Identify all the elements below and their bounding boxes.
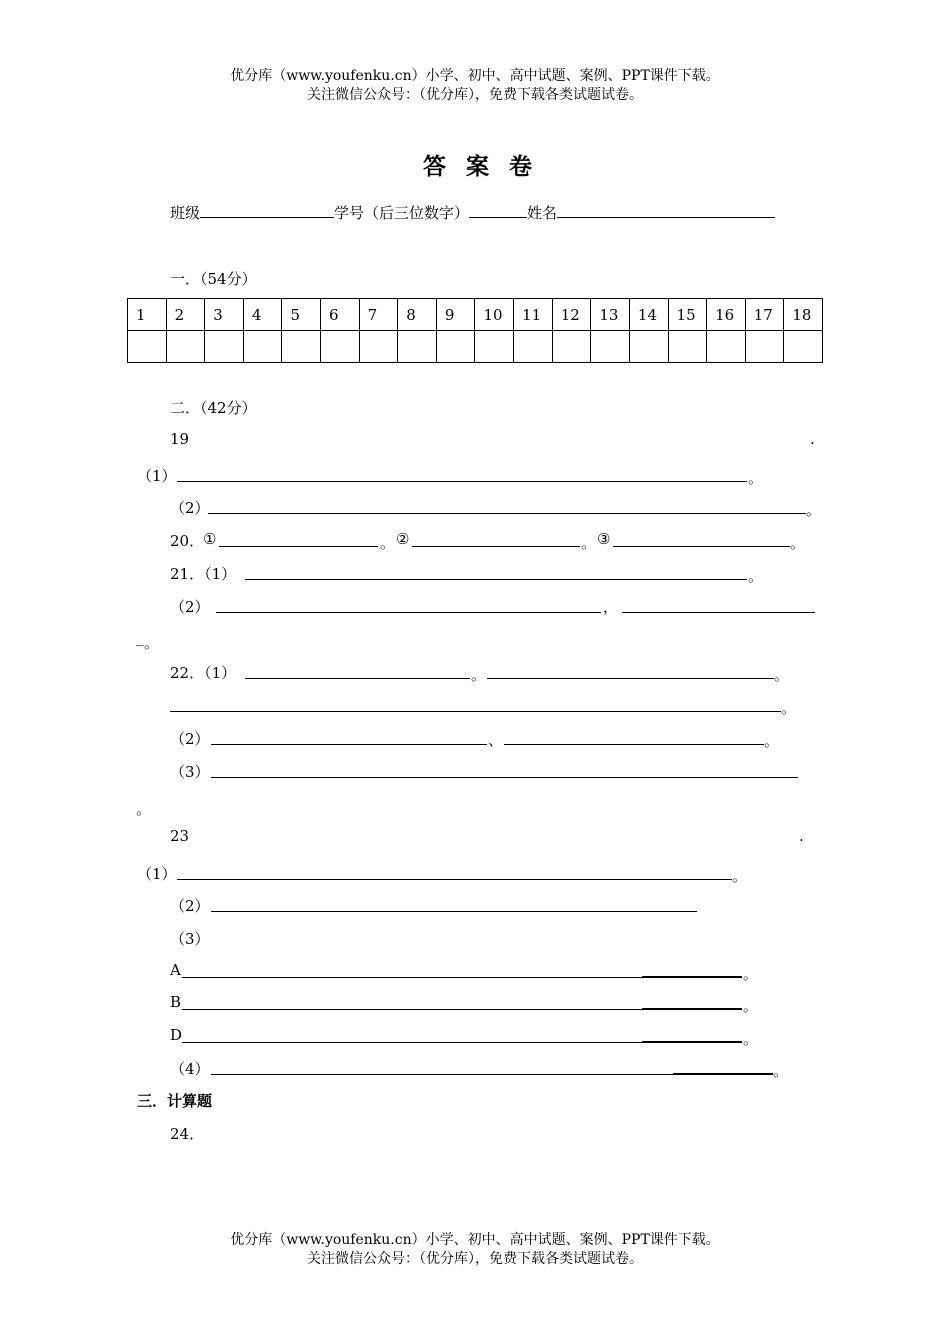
answer-grid-number-cell: 13: [591, 299, 630, 331]
q19-number: 19: [170, 430, 190, 448]
q22-part3-line[interactable]: [211, 777, 798, 778]
q22-part2-separator: 、: [488, 731, 504, 749]
q23-part4-label: （4）: [170, 1060, 210, 1078]
answer-grid-number-cell: 3: [205, 299, 244, 331]
answer-grid-answer-cell[interactable]: [321, 331, 360, 363]
answer-grid-number-cell: 7: [359, 299, 398, 331]
section1-heading: 一．（54分）: [170, 270, 257, 288]
student-id-label: 学号（后三位数字）: [334, 204, 470, 222]
answer-grid-answer-cell[interactable]: [436, 331, 475, 363]
q20-blank2-label: ②: [396, 530, 410, 548]
q22-part1-period-a: 。: [471, 666, 487, 684]
answer-grid-number-cell: 2: [166, 299, 205, 331]
q22-part3-label: （3）: [170, 763, 210, 781]
page-title: 答案卷: [423, 154, 552, 180]
answer-grid-answer-cell[interactable]: [205, 331, 244, 363]
answer-grid-answer-row: [128, 331, 823, 363]
q21-part1-line[interactable]: [245, 579, 747, 580]
answer-grid-number-cell: 10: [475, 299, 514, 331]
answer-grid-answer-cell[interactable]: [243, 331, 282, 363]
q23-part1-label: （1）: [137, 865, 177, 883]
footer-line-2: 关注微信公众号：（优分库），免费下载各类试题试卷。: [307, 1251, 643, 1267]
q19-part1-answer-line[interactable]: [177, 481, 747, 482]
answer-grid-number-cell: 6: [321, 299, 360, 331]
q20-blank3-label: ③: [597, 530, 611, 548]
q22-part1-period-b: 。: [774, 666, 790, 684]
q24-label: 24．: [170, 1125, 205, 1143]
answer-grid-answer-cell[interactable]: [552, 331, 591, 363]
answer-grid-number-cell: 16: [707, 299, 746, 331]
q20-period-3: 。: [790, 534, 806, 552]
answer-grid-number-cell: 17: [745, 299, 784, 331]
answer-grid-answer-cell[interactable]: [629, 331, 668, 363]
q23-part3-label: （3）: [170, 930, 210, 948]
q21-part2-period: 。: [144, 634, 160, 652]
answer-grid-answer-cell[interactable]: [398, 331, 437, 363]
q23-option-d-period: 。: [743, 1030, 759, 1048]
q22-part2-line-b[interactable]: [504, 744, 764, 745]
answer-grid-number-cell: 1: [128, 299, 167, 331]
q23-part4-line-end[interactable]: [673, 1073, 773, 1075]
q23-option-a-label: A: [170, 961, 181, 979]
q22-part2-label: （2）: [170, 730, 210, 748]
section3-heading: 三．计算题: [137, 1092, 213, 1110]
q21-part2-line-b[interactable]: [622, 612, 815, 613]
q22-part1-line-b[interactable]: [487, 678, 774, 679]
q23-part2-line[interactable]: [211, 911, 697, 912]
answer-grid-answer-cell[interactable]: [707, 331, 746, 363]
answer-grid-answer-cell[interactable]: [128, 331, 167, 363]
answer-grid-answer-cell[interactable]: [475, 331, 514, 363]
q20-label: 20．: [170, 532, 205, 550]
q23-option-a-line[interactable]: [182, 977, 642, 978]
answer-grid-number-cell: 12: [552, 299, 591, 331]
q19-part1-label: （1）: [137, 467, 177, 485]
q23-option-d-label: D: [170, 1026, 183, 1044]
answer-grid-number-cell: 8: [398, 299, 437, 331]
answer-grid-answer-cell[interactable]: [359, 331, 398, 363]
q19-part2-answer-line[interactable]: [208, 513, 806, 514]
student-info-row: [170, 202, 775, 223]
header-line-1: 优分库（www.youfenku.cn）小学、初中、高中试题、案例、PPT课件下载。: [230, 68, 720, 84]
q22-part2-line-a[interactable]: [211, 744, 487, 745]
answer-grid-answer-cell[interactable]: [591, 331, 630, 363]
answer-grid-answer-cell[interactable]: [668, 331, 707, 363]
answer-grid-number-row: [128, 299, 823, 331]
q23-number: 23: [170, 827, 190, 845]
q23-option-b-line-end[interactable]: [642, 1008, 742, 1010]
q22-part1-period-c: 。: [781, 699, 797, 717]
answer-grid-number-cell: 4: [243, 299, 282, 331]
q21-part2-label: （2）: [170, 598, 210, 616]
q23-part4-period: 。: [773, 1062, 789, 1080]
q19-part2-label: （2）: [170, 499, 210, 517]
header-line-2: 关注微信公众号：（优分库），免费下载各类试题试卷。: [307, 87, 643, 103]
q20-period-2: 。: [581, 534, 597, 552]
answer-grid-number-cell: 5: [282, 299, 321, 331]
q22-part2-period: 。: [764, 732, 780, 750]
q22-part3-period: 。: [136, 800, 152, 818]
q20-blank2-line[interactable]: [412, 546, 580, 547]
q21-part2-comma: ，: [603, 598, 619, 616]
q19-part2-period: 。: [806, 501, 822, 519]
q23-option-b-line[interactable]: [182, 1009, 642, 1010]
answer-grid-answer-cell[interactable]: [166, 331, 205, 363]
footer-line-1: 优分库（www.youfenku.cn）小学、初中、高中试题、案例、PPT课件下载。: [230, 1232, 720, 1248]
answer-grid-number-cell: 15: [668, 299, 707, 331]
q23-part1-period: 。: [732, 867, 748, 885]
q23-option-a-line-end[interactable]: [642, 976, 742, 978]
answer-grid-answer-cell[interactable]: [514, 331, 553, 363]
q21-part1-period: 。: [748, 567, 764, 585]
answer-grid: [127, 298, 823, 363]
section2-heading: 二．（42分）: [170, 399, 257, 417]
q21-tail-underscore: _: [136, 628, 144, 646]
answer-grid-number-cell: 11: [514, 299, 553, 331]
class-label: 班级: [170, 204, 201, 222]
q23-option-a-period: 。: [743, 965, 759, 983]
q23-option-d-line-end[interactable]: [642, 1041, 742, 1043]
class-field[interactable]: [200, 203, 334, 218]
q23-option-b-period: 。: [743, 997, 759, 1015]
q23-part1-line[interactable]: [177, 879, 732, 880]
q19-part1-period: 。: [748, 469, 764, 487]
q22-part1-label: 22．（1）: [170, 664, 237, 682]
answer-grid-number-cell: 14: [629, 299, 668, 331]
name-field[interactable]: [557, 203, 775, 218]
q20-blank1-line[interactable]: [219, 546, 378, 547]
q21-part2-line-a[interactable]: [216, 612, 601, 613]
answer-grid-answer-cell[interactable]: [784, 331, 823, 363]
name-label: 姓名: [527, 204, 558, 222]
q19-dot: .: [810, 430, 815, 448]
student-id-field[interactable]: [469, 203, 527, 218]
q23-part4-line[interactable]: [211, 1074, 673, 1075]
q23-option-d-line[interactable]: [182, 1042, 642, 1043]
answer-grid-number-cell: 18: [784, 299, 823, 331]
answer-grid-number-cell: 9: [436, 299, 475, 331]
q20-blank1-label: ①: [203, 530, 217, 548]
q20-blank3-line[interactable]: [613, 546, 790, 547]
q20-period-1: 。: [380, 534, 396, 552]
q23-option-b-label: B: [170, 993, 182, 1011]
q23-dot: .: [799, 827, 804, 845]
q23-part2-label: （2）: [170, 897, 210, 915]
q22-part1-line-a[interactable]: [245, 678, 470, 679]
q21-part1-label: 21．（1）: [170, 565, 237, 583]
answer-grid-answer-cell[interactable]: [282, 331, 321, 363]
q22-part1-line-c[interactable]: [170, 711, 781, 712]
answer-grid-answer-cell[interactable]: [745, 331, 784, 363]
